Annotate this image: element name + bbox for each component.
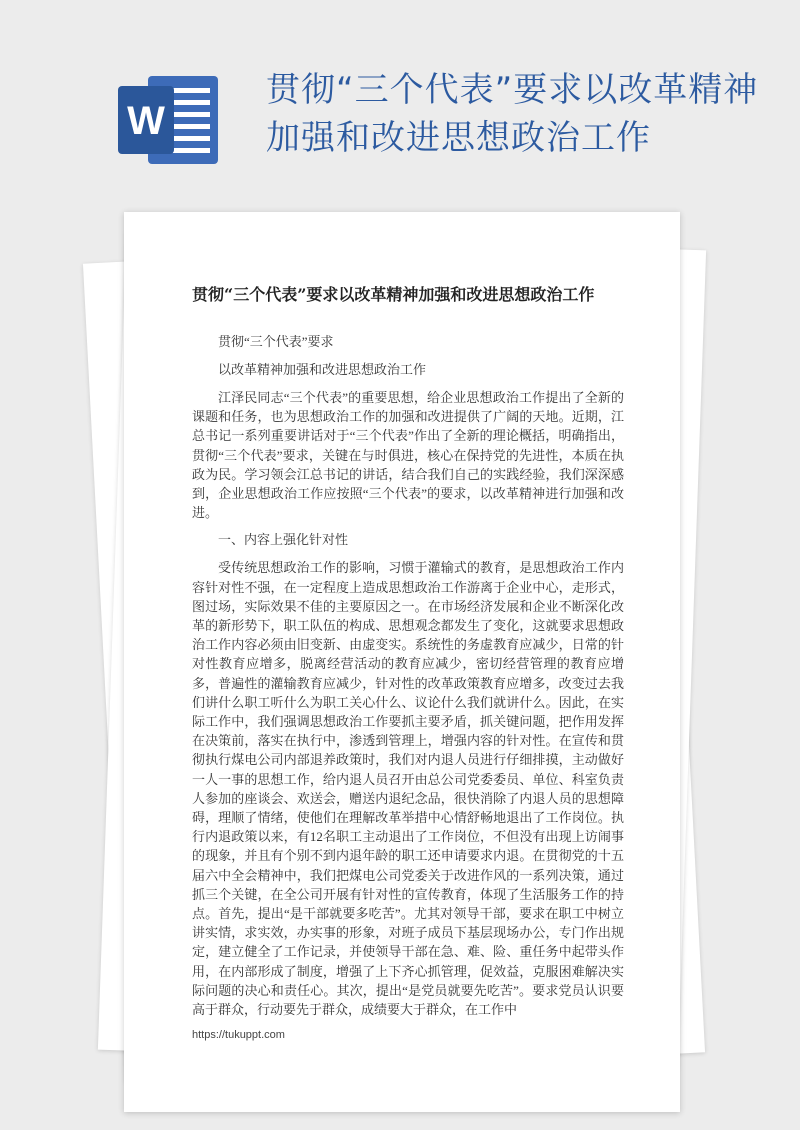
page-footer-url[interactable]: https://tukuppt.com bbox=[192, 1029, 285, 1041]
subtitle-line: 以改革精神加强和改进思想政治工作 bbox=[218, 362, 427, 377]
section-heading: 一、内容上强化针对性 bbox=[218, 532, 349, 548]
document-page bbox=[124, 212, 680, 1112]
subtitle-line: 贯彻“三个代表”要求 bbox=[218, 334, 334, 349]
preview-header bbox=[0, 0, 800, 200]
document-title: 贯彻“三个代表”要求以改革精神加强和改进思想政治工作 bbox=[192, 285, 595, 304]
word-document-icon bbox=[118, 70, 222, 170]
header-title: 贯彻“三个代表”要求以改革精神加强和改进思想政治工作 bbox=[266, 70, 759, 158]
intro-paragraph: 江泽民同志“三个代表”的重要思想，给企业思想政治工作提出了全新的课题和任务，也为思想政治工作的加强和改进提供了广阔的天地。近期，江总书记一系列重要讲话对于“三个代表”作出了全新的理论概括，明确指出，贯彻“三个代表”要求，关键在与时俱进，核心在保持党的先进性，本质在执政为民。学习领会江总书记的讲话，结合我们自己的实践经验，我们深深感到，企业思想政治工作应按照“三个代表”的要求，以改革精神进行加强和改进。 bbox=[192, 390, 624, 521]
body-paragraph: 受传统思想政治工作的影响，习惯于灌输式的教育，是思想政治工作内容针对性不强，在一定程度上造成思想政治工作游离于企业中心，走形式，图过场，实际效果不佳的主要原因之一。在市场经济发展和企业不断深化改革的新形势下，职工队伍的构成、思想观念都发生了变化，这就要求思想政治工作内容必须由旧变新、由虚变实。系统性的务虚教育应减少，日常的针对性教育应增多，脱离经营活动的教育应减少，密切经营管理的教育应增多，普遍性的灌输教育应减少，针对性的改革政策教育应增多，改变过去我们讲什么职工听什么为职工关心什么、议论什么我们就讲什么。因此，在实际工作中，我们强调思想政治工作要抓主要矛盾，抓关键问题，把作用发挥在决策前，落实在执行中，渗透到管理上，增强内容的针对性。在宣传和贯彻执行煤电公司内部退养政策时，我们对内退人员进行仔细排摸，主动做好一人一事的思想工作，给内退人员召开由总公司党委委员、单位、科室负责人参加的座谈会、欢送会，赠送内退纪念品，很快消除了内退人员的思想障碍，理顺了情绪，使他们在理解改革举措中心情舒畅地退出了工作岗位。执行内退政策以来，有12名职工主动退出了工作岗位，不但没有出现上访闹事的现象，并且有个别不到内退年龄的职工还申请要求内退。在贯彻党的十五届六中全会精神中，我们把煤电公司党委关于改进作风的一系列决策，通过抓三个关键，在全公司开展有针对性的宣传教育，体现了生活服务工作的持点。首先，提出“是干部就要多吃苦”。尤其对领导干部，要求在职工中树立讲实情，求实效，办实事的形象，对班子成员下基层现场办公，专门作出规定，建立健全了工作记录，并使领导干部在急、难、险、重任务中起带头作用，在内部形成了制度，增强了上下齐心抓管理，促效益，克服困难解决实际问题的决心和责任心。其次，提出“是党员就要先吃苦”。要求党员认识要高于群众，行动要先于群众，成绩要大于群众，在工作中 bbox=[192, 560, 624, 1018]
svg-text:W: W bbox=[127, 99, 165, 143]
